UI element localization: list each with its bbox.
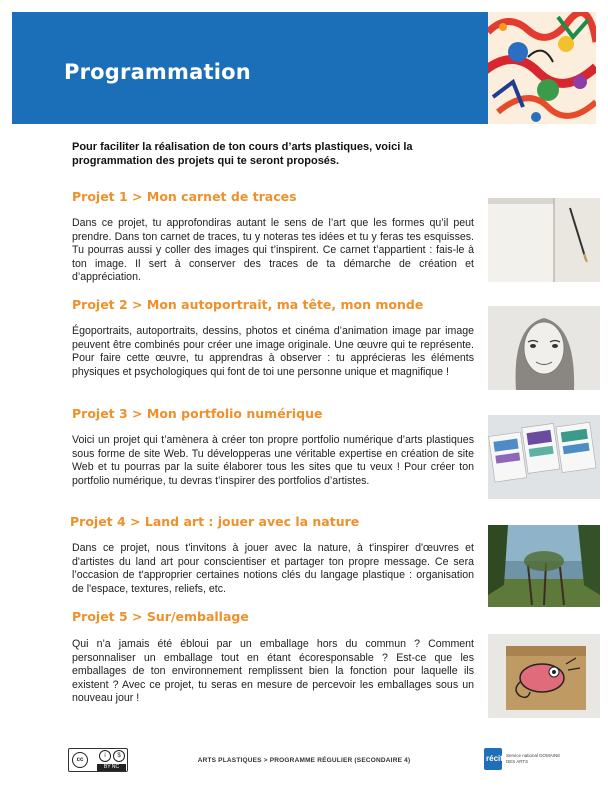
project-3-title: Projet 3 > Mon portfolio numérique (72, 406, 323, 421)
header-artwork-image (488, 12, 596, 124)
project-4-text: Dans ce projet, nous t'invitons à jouer avec la nature, à t'inspirer d'œuvres et d'artistes du land art pour conscientiser et partager ton propre message. Ce sera l’occasion de t'approprier certaines notions clés du langage plastique : organisation de l'espace, textures, reliefs, etc. (72, 542, 474, 595)
project-5-image (488, 634, 600, 718)
non-commercial-icon: $ (113, 750, 125, 762)
attribution-icon: i (99, 750, 111, 762)
project-5-text: Qui n’a jamais été ébloui par un emballage hors du commun ? Comment personnaliser un emballage tout en étant écoresponsable ? Est-ce que les emballages de ton environnement remplissent bien la fonction pour laquelle ils existent ? Avec ce projet, tu seras en mesure de percevoir les emballages sous un nouveau jour ! (72, 638, 474, 705)
recit-logo (484, 748, 564, 770)
cc-icon: cc (72, 752, 88, 768)
page-title: Programmation (64, 60, 251, 84)
project-4-image (488, 525, 600, 607)
project-1-text: Dans ce projet, tu approfondiras autant le sens de l’art que les formes qu’il peut prendre. Dans ton carnet de traces, tu y noteras tes idées et tu y feras tes esquisses. Tu pourras aussi y coller des images qui t’inspirent. Ce carnet t’appartient : fais-le à ton image. Il sert à conserver des traces de ta démarche de création et d’appréciation. (72, 217, 474, 284)
project-1-image (488, 198, 600, 282)
recit-logo-word: récit (486, 754, 503, 763)
intro-text: Pour faciliter la réalisation de ton cours d’arts plastiques, voici la programmation des projets qui te seront proposés. (72, 141, 413, 167)
recit-logo-subtitle: Service national DOMAINE DES ARTS (506, 753, 561, 764)
project-3-image (488, 415, 600, 499)
project-5-title: Projet 5 > Sur/emballage (72, 609, 249, 624)
project-1-title: Projet 1 > Mon carnet de traces (72, 189, 297, 204)
project-2-title: Projet 2 > Mon autoportrait, ma tête, mon monde (72, 297, 424, 312)
project-2-image (488, 306, 600, 390)
footer-course-label: ARTS PLASTIQUES > PROGRAMME RÉGULIER (SECONDAIRE 4) (197, 757, 411, 764)
project-2-text: Égoportraits, autoportraits, dessins, photos et cinéma d’animation image par image peuvent être combinés pour créer une image originale. Une œuvre qui te représente. Pour faire cette œuvre, tu apprendras à observer : tu apprécieras les éléments physiques et psychologiques qui font de toi une personne unique et magnifique ! (72, 325, 474, 378)
project-4-title: Projet 4 > Land art : jouer avec la nature (70, 514, 360, 529)
header-banner (12, 12, 488, 124)
project-3-text: Voici un projet qui t’amènera à créer ton propre portfolio numérique d’arts plastiques sous forme de site Web. Tu développeras une véritable expertise en création de site Web et tu pourras par la suite élaborer tous les sites que tu veux ! Pour créer ton portfolio numérique, tu devras t’inspirer des portfolios d’artistes. (72, 434, 474, 487)
license-label: BY NC (97, 764, 126, 771)
